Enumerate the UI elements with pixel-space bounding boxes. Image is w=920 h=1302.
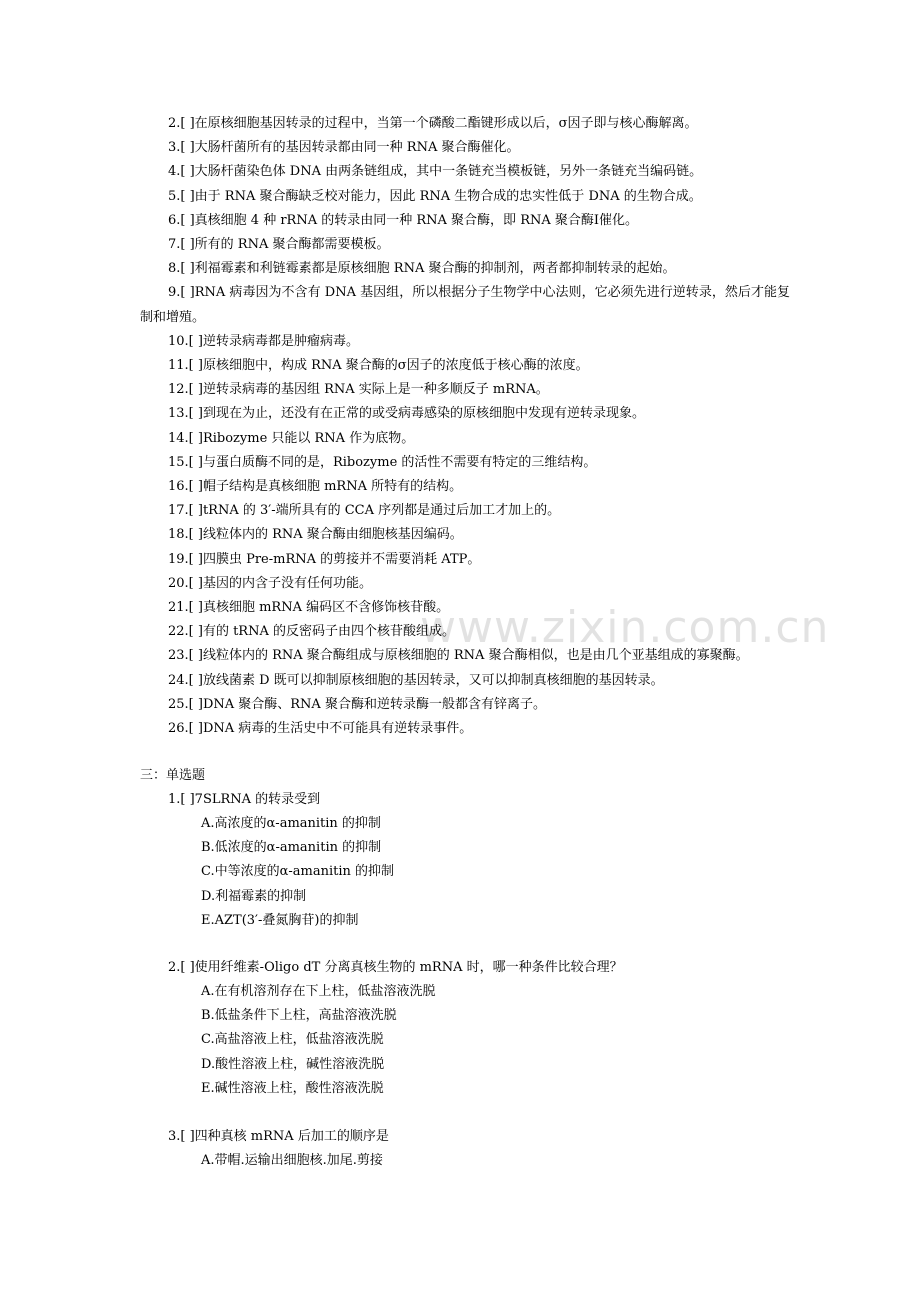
- tf-item-9: 9.[ ]RNA 病毒因为不含有 DNA 基因组，所以根据分子生物学中心法则，它必须先进行逆转录，然后才能复制和增殖。: [140, 285, 790, 325]
- question-text: 3.[ ]四种真核 mRNA 后加工的顺序是: [168, 1129, 389, 1144]
- option-b: B.低浓度的α-amanitin 的抑制: [201, 840, 382, 856]
- true-false-list: [140, 112, 790, 741]
- tf-item-20: 20.[ ]基因的内含子没有任何功能。: [168, 575, 372, 591]
- tf-item-23: 23.[ ]线粒体内的 RNA 聚合酶组成与原核细胞的 RNA 聚合酶相似，也是由几个亚基组成的寡聚酶。: [168, 648, 749, 664]
- tf-item-7: 7.[ ]所有的 RNA 聚合酶都需要模板。: [168, 237, 390, 253]
- option-b: B.低盐条件下上柱，高盐溶液洗脱: [201, 1008, 397, 1024]
- tf-item-11: 11.[ ]原核细胞中，构成 RNA 聚合酶的σ因子的浓度低于核心酶的浓度。: [168, 358, 589, 374]
- mc-question-2: [140, 956, 790, 1101]
- option-e: E.碱性溶液上柱，酸性溶液洗脱: [201, 1080, 384, 1096]
- option-e: E.AZT(3′-叠氮胸苷)的抑制: [201, 912, 359, 928]
- tf-item-16: 16.[ ]帽子结构是真核细胞 mRNA 所特有的结构。: [168, 479, 463, 495]
- mc-question-1: [140, 788, 790, 933]
- question-text: 1.[ ]7SLRNA 的转录受到: [168, 792, 321, 807]
- option-a: A.带帽.运输出细胞核.加尾.剪接: [201, 1153, 383, 1168]
- option-c: C.高盐溶液上柱，低盐溶液洗脱: [201, 1032, 384, 1048]
- tf-item-12: 12.[ ]逆转录病毒的基因组 RNA 实际上是一种多顺反子 mRNA。: [168, 382, 549, 398]
- option-a: A.高浓度的α-amanitin 的抑制: [201, 816, 381, 831]
- tf-item-14: 14.[ ]Ribozyme 只能以 RNA 作为底物。: [168, 430, 415, 446]
- tf-item-10: 10.[ ]逆转录病毒都是肿瘤病毒。: [168, 333, 359, 349]
- tf-item-6: 6.[ ]真核细胞 4 种 rRNA 的转录由同一种 RNA 聚合酶，即 RNA 聚合酶Ⅰ催化。: [168, 212, 639, 228]
- option-c: C.中等浓度的α-amanitin 的抑制: [201, 864, 395, 880]
- tf-item-19: 19.[ ]四膜虫 Pre-mRNA 的剪接并不需要消耗 ATP。: [168, 551, 481, 567]
- section-title-single-choice: 三：单选题: [140, 768, 206, 783]
- tf-item-22: 22.[ ]有的 tRNA 的反密码子由四个核苷酸组成。: [168, 624, 455, 640]
- mc-question-3: [140, 1125, 790, 1173]
- tf-item-21: 21.[ ]真核细胞 mRNA 编码区不含修饰核苷酸。: [168, 600, 450, 616]
- option-a: A.在有机溶剂存在下上柱，低盐溶液洗脱: [201, 984, 436, 999]
- tf-item-4: 4.[ ]大肠杆菌染色体 DNA 由两条链组成，其中一条链充当模板链，另外一条链充当编码链。: [168, 164, 703, 180]
- tf-item-26: 26.[ ]DNA 病毒的生活史中不可能具有逆转录事件。: [168, 721, 473, 737]
- question-text: 2.[ ]使用纤维素-Oligo dT 分离真核生物的 mRNA 时，哪一种条件比较合理？: [168, 960, 623, 975]
- tf-item-2: 2.[ ]在原核细胞基因转录的过程中，当第一个磷酸二酯键形成以后，σ因子即与核心酶解离。: [168, 116, 698, 131]
- tf-item-25: 25.[ ]DNA 聚合酶、RNA 聚合酶和逆转录酶一般都含有锌离子。: [168, 696, 546, 712]
- watermark: www.zixin.com.cn: [420, 602, 830, 653]
- tf-item-3: 3.[ ]大肠杆菌所有的基因转录都由同一种 RNA 聚合酶催化。: [168, 140, 520, 156]
- tf-item-24: 24.[ ]放线菌素 D 既可以抑制原核细胞的基因转录，又可以抑制真核细胞的基因转录。: [168, 672, 664, 688]
- option-d: D.酸性溶液上柱，碱性溶液洗脱: [201, 1056, 385, 1072]
- tf-item-5: 5.[ ]由于 RNA 聚合酶缺乏校对能力，因此 RNA 生物合成的忠实性低于 DNA 的生物合成。: [168, 188, 702, 204]
- tf-item-13: 13.[ ]到现在为止，还没有在正常的或受病毒感染的原核细胞中发现有逆转录现象。: [168, 406, 645, 422]
- tf-item-18: 18.[ ]线粒体内的 RNA 聚合酶由细胞核基因编码。: [168, 527, 463, 543]
- tf-item-17: 17.[ ]tRNA 的 3′-端所具有的 CCA 序列都是通过后加工才加上的。: [168, 503, 561, 519]
- tf-item-15: 15.[ ]与蛋白质酶不同的是，Ribozyme 的活性不需要有特定的三维结构。: [168, 454, 597, 470]
- option-d: D.利福霉素的抑制: [201, 888, 307, 904]
- tf-item-8: 8.[ ]利福霉素和利链霉素都是原核细胞 RNA 聚合酶的抑制剂，两者都抑制转录的起始。: [168, 261, 676, 277]
